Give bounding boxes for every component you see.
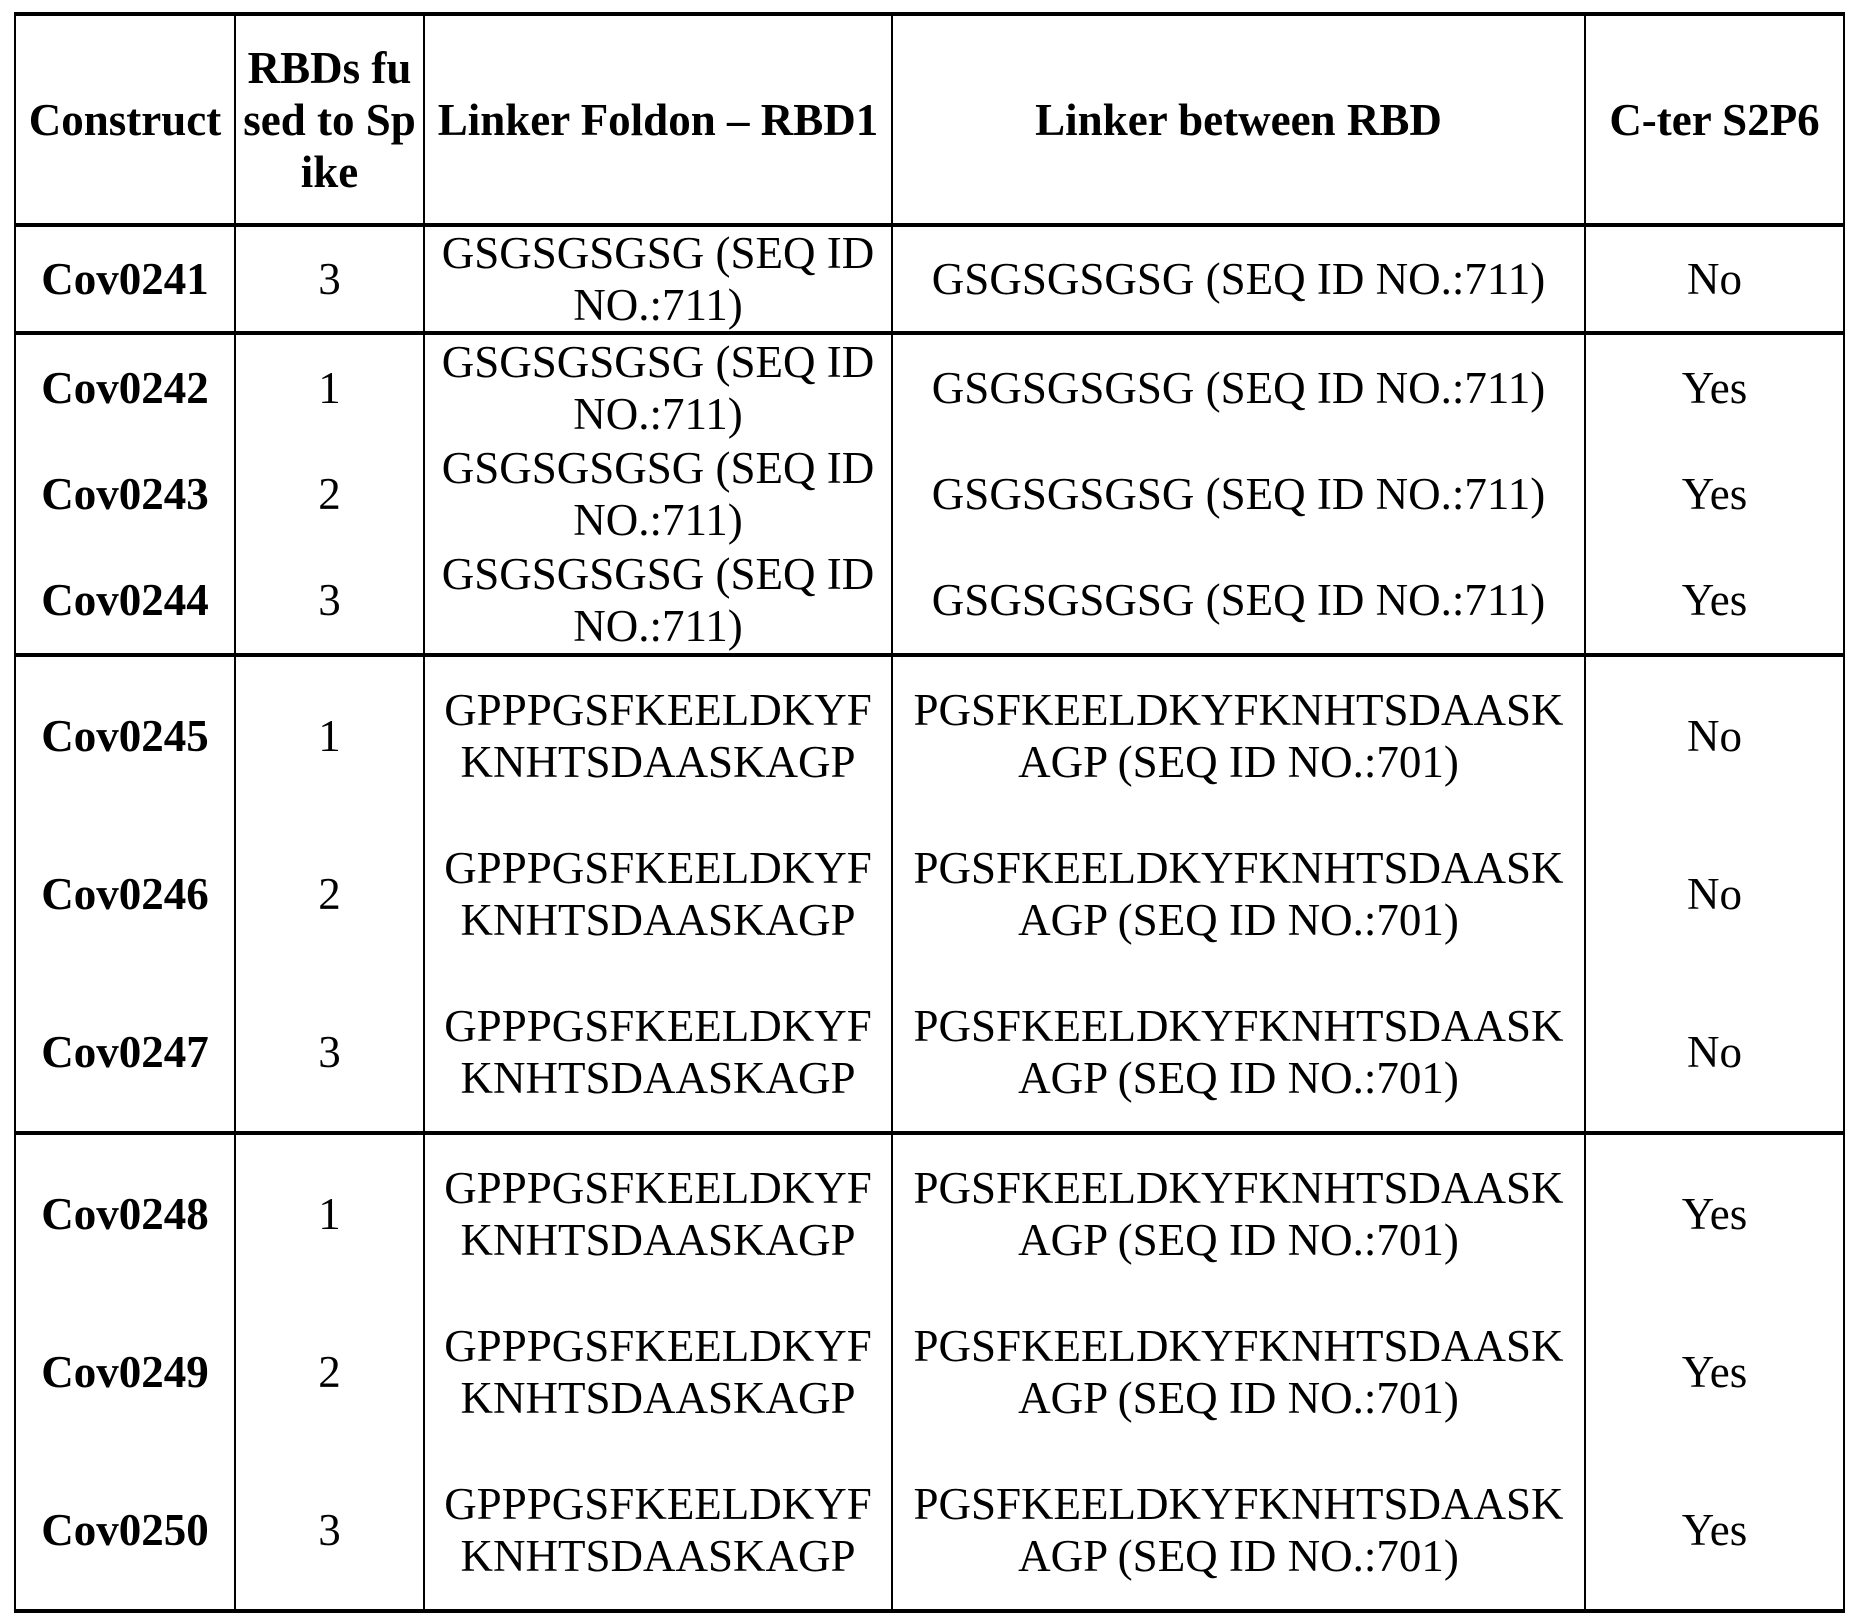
linker-between-cell: GSGSGSGSG (SEQ ID NO.:711) bbox=[892, 441, 1585, 547]
linker-between-cell: PGSFKEELDKYFKNHTSDAASKAGP (SEQ ID NO.:701) bbox=[892, 815, 1585, 973]
linker-foldon-cell: GPPPGSFKEELDKYFKNHTSDAASKAGP bbox=[424, 1133, 892, 1293]
table-row bbox=[15, 441, 1844, 547]
linker-between-cell: PGSFKEELDKYFKNHTSDAASKAGP (SEQ ID NO.:701) bbox=[892, 1451, 1585, 1611]
table-row bbox=[15, 1451, 1844, 1611]
rbds-cell: 3 bbox=[235, 973, 424, 1133]
linker-foldon-cell: GSGSGSGSG (SEQ ID NO.:711) bbox=[424, 333, 892, 441]
rbds-cell: 3 bbox=[235, 225, 424, 333]
linker-between-cell: GSGSGSGSG (SEQ ID NO.:711) bbox=[892, 547, 1585, 655]
constructs-table bbox=[14, 12, 1845, 1613]
cter-cell: Yes bbox=[1585, 1293, 1844, 1451]
cter-cell: Yes bbox=[1585, 1133, 1844, 1293]
table-row bbox=[15, 655, 1844, 815]
linker-foldon-cell: GPPPGSFKEELDKYFKNHTSDAASKAGP bbox=[424, 815, 892, 973]
cter-cell: Yes bbox=[1585, 333, 1844, 441]
rbds-cell: 3 bbox=[235, 547, 424, 655]
linker-between-cell: PGSFKEELDKYFKNHTSDAASKAGP (SEQ ID NO.:701) bbox=[892, 973, 1585, 1133]
table-row bbox=[15, 815, 1844, 973]
rbds-cell: 1 bbox=[235, 333, 424, 441]
header-construct: Construct bbox=[15, 14, 235, 225]
linker-foldon-cell: GPPPGSFKEELDKYFKNHTSDAASKAGP bbox=[424, 655, 892, 815]
construct-cell: Cov0244 bbox=[15, 547, 235, 655]
table-row bbox=[15, 225, 1844, 333]
cter-cell: Yes bbox=[1585, 441, 1844, 547]
construct-cell: Cov0242 bbox=[15, 333, 235, 441]
header-rbds-fused: RBDs fused to Spike bbox=[235, 14, 424, 225]
table-row bbox=[15, 1133, 1844, 1293]
header-linker-between-rbd: Linker between RBD bbox=[892, 14, 1585, 225]
rbds-cell: 2 bbox=[235, 1293, 424, 1451]
header-cter-s2p6: C-ter S2P6 bbox=[1585, 14, 1844, 225]
rbds-cell: 1 bbox=[235, 1133, 424, 1293]
cter-cell: No bbox=[1585, 973, 1844, 1133]
construct-cell: Cov0247 bbox=[15, 973, 235, 1133]
linker-foldon-cell: GPPPGSFKEELDKYFKNHTSDAASKAGP bbox=[424, 1451, 892, 1611]
linker-between-cell: PGSFKEELDKYFKNHTSDAASKAGP (SEQ ID NO.:701) bbox=[892, 1293, 1585, 1451]
header-row bbox=[15, 14, 1844, 225]
construct-cell: Cov0245 bbox=[15, 655, 235, 815]
linker-foldon-cell: GSGSGSGSG (SEQ ID NO.:711) bbox=[424, 547, 892, 655]
table-row bbox=[15, 333, 1844, 441]
linker-between-cell: PGSFKEELDKYFKNHTSDAASKAGP (SEQ ID NO.:701) bbox=[892, 1133, 1585, 1293]
rbds-cell: 2 bbox=[235, 441, 424, 547]
linker-between-cell: GSGSGSGSG (SEQ ID NO.:711) bbox=[892, 333, 1585, 441]
linker-foldon-cell: GSGSGSGSG (SEQ ID NO.:711) bbox=[424, 441, 892, 547]
cter-cell: No bbox=[1585, 815, 1844, 973]
cter-cell: No bbox=[1585, 225, 1844, 333]
construct-cell: Cov0243 bbox=[15, 441, 235, 547]
rbds-cell: 1 bbox=[235, 655, 424, 815]
rbds-cell: 2 bbox=[235, 815, 424, 973]
cter-cell: Yes bbox=[1585, 1451, 1844, 1611]
cter-cell: No bbox=[1585, 655, 1844, 815]
construct-cell: Cov0248 bbox=[15, 1133, 235, 1293]
linker-foldon-cell: GPPPGSFKEELDKYFKNHTSDAASKAGP bbox=[424, 1293, 892, 1451]
linker-foldon-cell: GPPPGSFKEELDKYFKNHTSDAASKAGP bbox=[424, 973, 892, 1133]
linker-between-cell: GSGSGSGSG (SEQ ID NO.:711) bbox=[892, 225, 1585, 333]
table-row bbox=[15, 547, 1844, 655]
header-linker-foldon-rbd1: Linker Foldon – RBD1 bbox=[424, 14, 892, 225]
table-row bbox=[15, 973, 1844, 1133]
linker-between-cell: PGSFKEELDKYFKNHTSDAASKAGP (SEQ ID NO.:701) bbox=[892, 655, 1585, 815]
table-row bbox=[15, 1293, 1844, 1451]
construct-cell: Cov0241 bbox=[15, 225, 235, 333]
linker-foldon-cell: GSGSGSGSG (SEQ ID NO.:711) bbox=[424, 225, 892, 333]
construct-cell: Cov0250 bbox=[15, 1451, 235, 1611]
construct-cell: Cov0246 bbox=[15, 815, 235, 973]
rbds-cell: 3 bbox=[235, 1451, 424, 1611]
cter-cell: Yes bbox=[1585, 547, 1844, 655]
construct-cell: Cov0249 bbox=[15, 1293, 235, 1451]
